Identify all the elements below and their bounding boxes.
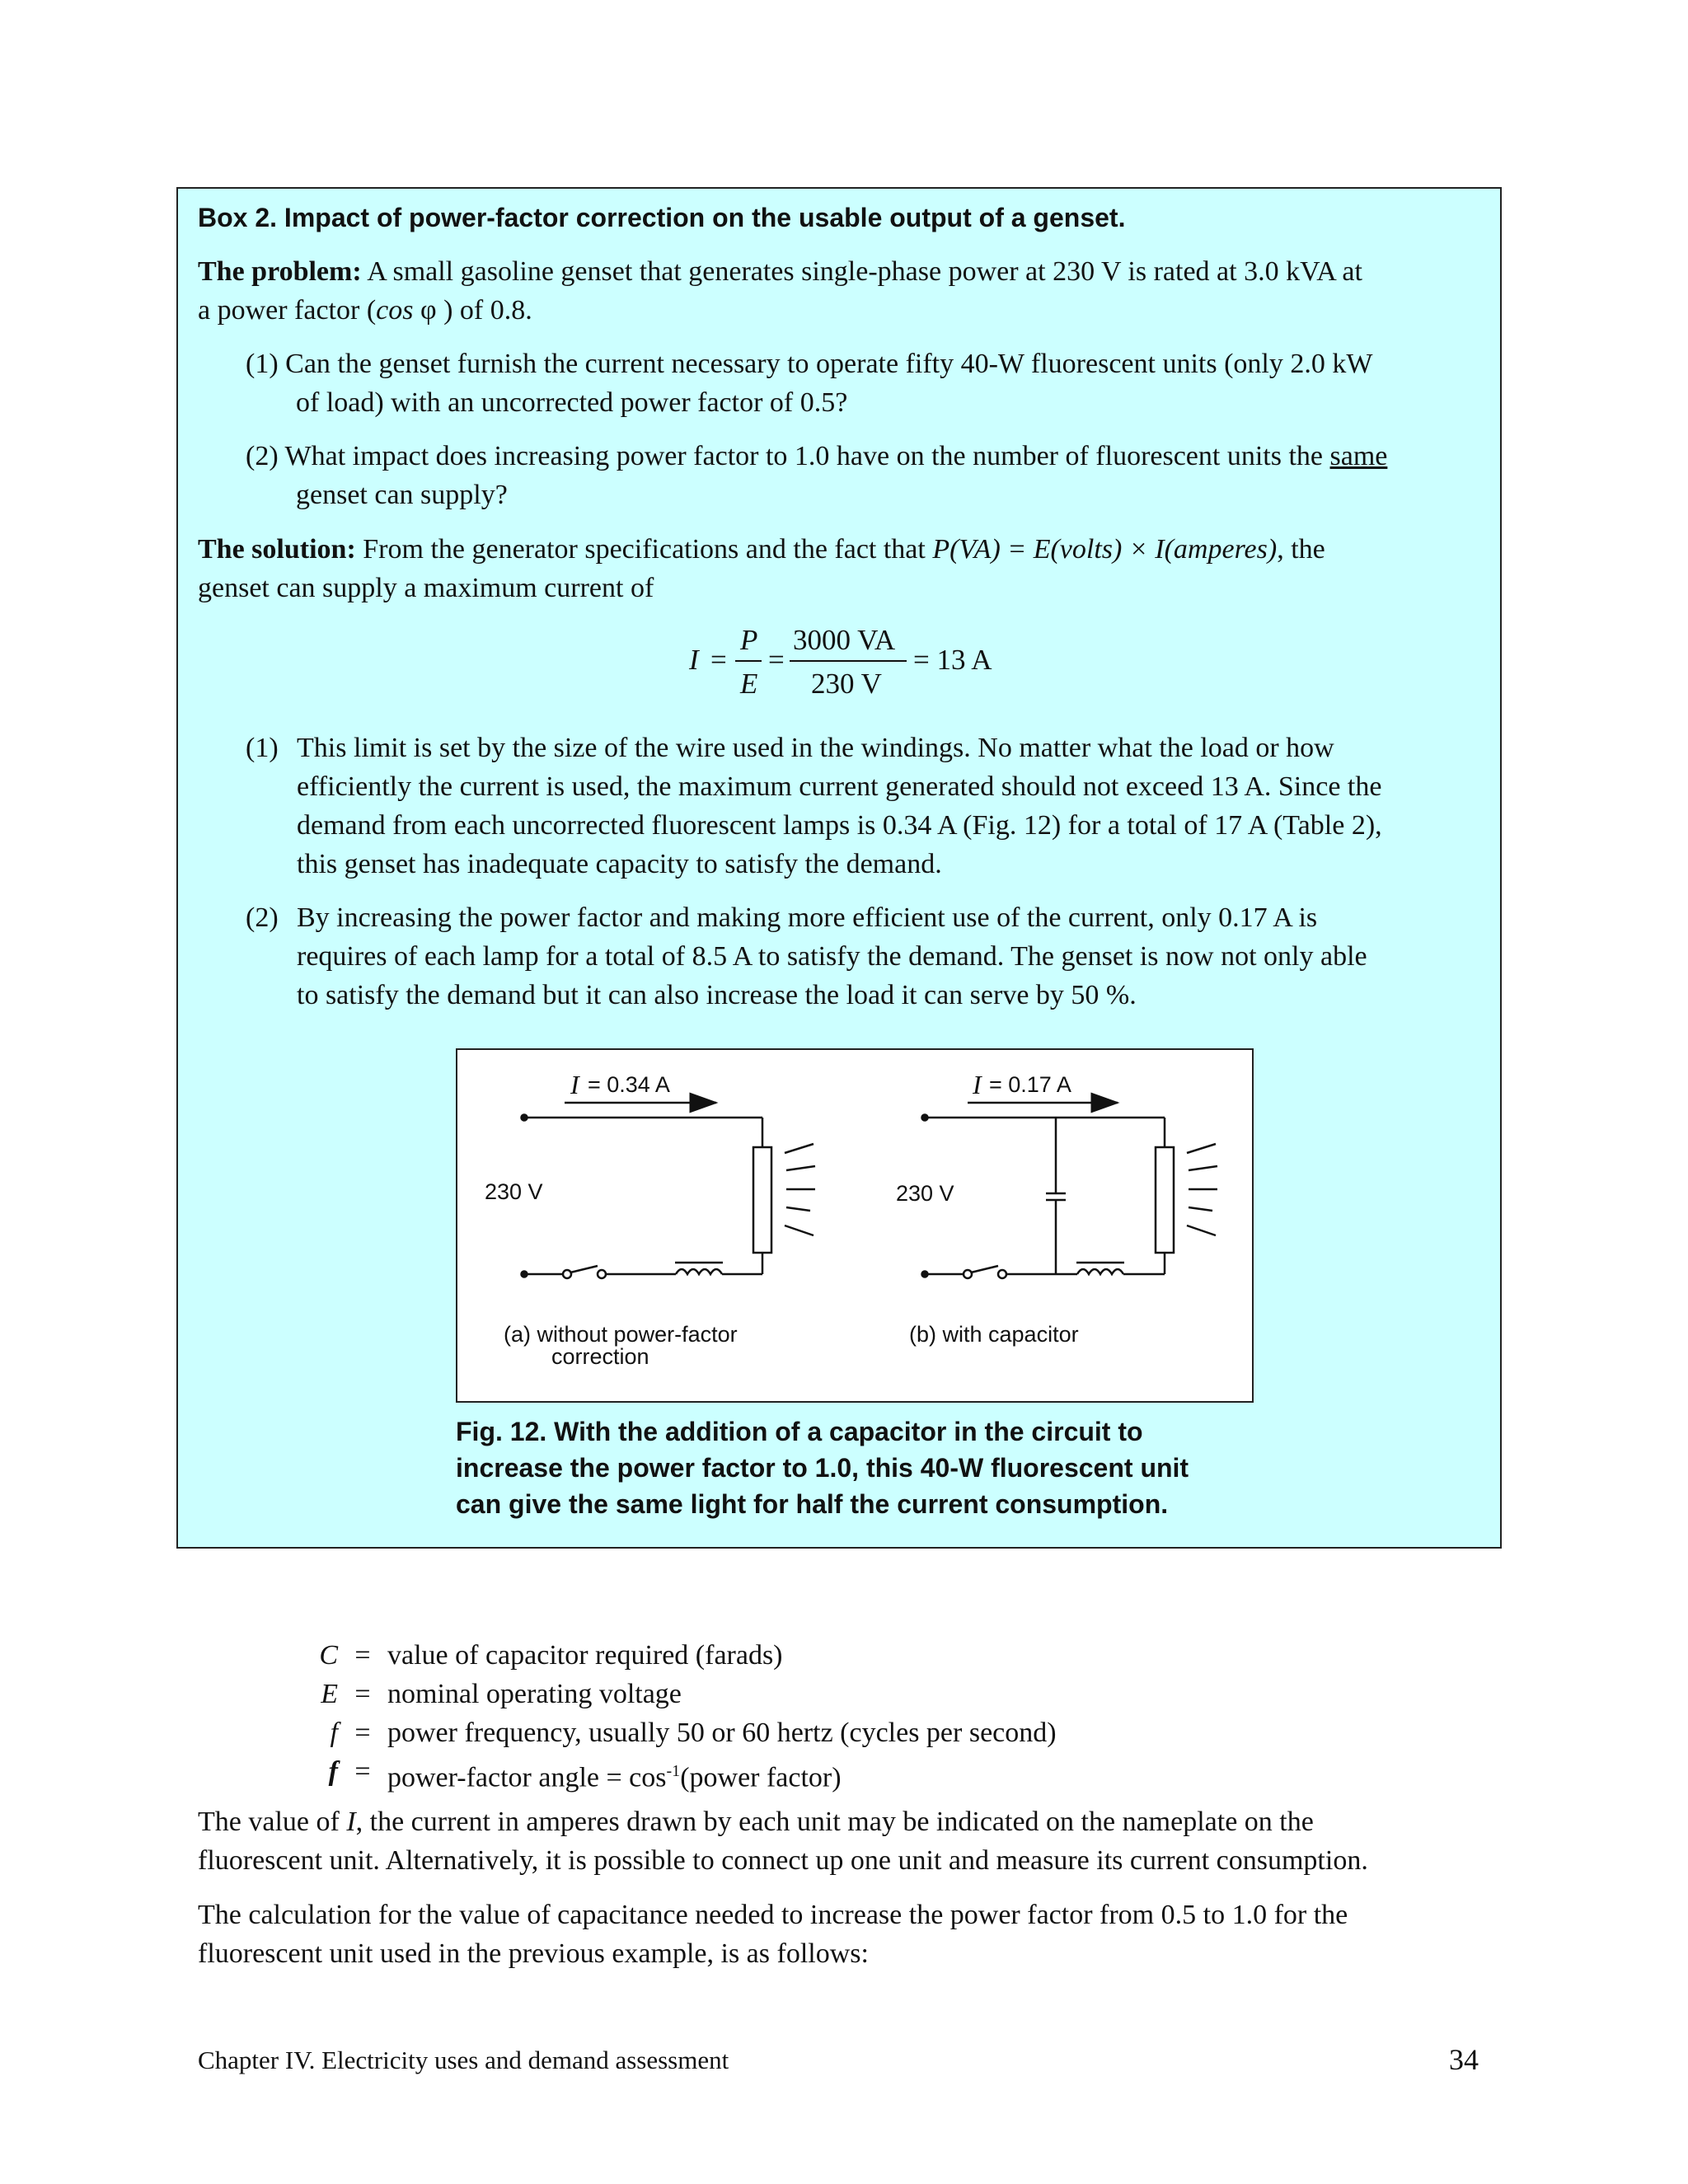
voltage-label-b: 230 V	[896, 1181, 954, 1206]
switch-contact-b	[964, 1270, 972, 1278]
fraction-bar	[790, 660, 907, 662]
circuit-figure	[456, 1048, 1254, 1403]
figure-caption: Fig. 12. With the addition of a capacitor in the circuit to increase the power factor to 1.0, this 40-W fluorescent unit can give the same light for half the current consumption.	[456, 1417, 1189, 1519]
current-symbol-b: I	[973, 1070, 982, 1099]
circuit-a	[522, 1103, 816, 1278]
variable-definitions	[272, 1636, 1057, 1791]
caption-a-line1: (a) without power-factor	[504, 1322, 738, 1347]
fluorescent-tube-a	[753, 1147, 771, 1253]
definition-row: E = nominal operating voltage	[321, 1679, 682, 1709]
question-1: (1) Can the genset furnish the current necessary to operate fifty 40-W fluorescent units (only 2.0 kW of load) with an uncorrected power factor of 0.5?	[246, 349, 1373, 418]
light-ray-b4	[1189, 1207, 1212, 1211]
caption-b: (b) with capacitor	[909, 1322, 1079, 1347]
power-formula: P(VA) = E(volts) × I(amperes)	[932, 534, 1278, 565]
light-ray-b5	[1187, 1226, 1216, 1235]
page-number: 34	[1449, 2043, 1479, 2076]
box-title: Box 2. Impact of power-factor correction on the usable output of a genset.	[198, 203, 1126, 232]
ballast-coil-b	[1077, 1269, 1123, 1274]
switch-lever-b	[971, 1266, 998, 1272]
definition-row: f = power frequency, usually 50 or 60 hertz (cycles per second)	[330, 1718, 1057, 1748]
switch-lever-a	[570, 1266, 598, 1272]
definition-row: f = power-factor angle = $\cos^{-1}(power$ factor)	[328, 1756, 842, 1793]
circuit-b	[922, 1103, 1218, 1278]
current-label-a: = 0.34 A	[588, 1072, 670, 1097]
problem-paragraph: The problem: A small gasoline genset that generates single-phase power at 230 V is rated at 3.0 kVA at a power factor (cos φ ) of 0.8.	[198, 256, 1362, 326]
definition-row: C = value of capacitor required (farads)	[319, 1640, 783, 1671]
fluorescent-tube-b	[1156, 1147, 1174, 1253]
switch-contact-a	[563, 1270, 571, 1278]
light-ray-a1	[785, 1144, 814, 1153]
current-label-b: = 0.17 A	[989, 1072, 1071, 1097]
solution-label: The solution:	[198, 534, 356, 565]
light-ray-a2	[786, 1166, 815, 1170]
voltage-label-a: 230 V	[485, 1179, 543, 1204]
light-ray-b2	[1189, 1166, 1217, 1170]
switch-contact-b2	[998, 1270, 1006, 1278]
problem-label: The problem:	[198, 256, 362, 287]
ballast-coil-a	[676, 1269, 722, 1274]
light-ray-b1	[1187, 1144, 1216, 1153]
caption-a-line2: correction	[551, 1344, 649, 1369]
fraction-bar	[735, 660, 762, 662]
body-paragraph-2: The calculation for the value of capacitance needed to increase the power factor from 0.5 to 1.0 for the fluorescent unit used in the previous example, is as follows:	[198, 1900, 1348, 1969]
light-ray-a5	[785, 1226, 814, 1235]
circuit-diagram	[457, 1050, 1252, 1401]
body-paragraph-1: The value of I, the current in amperes drawn by each unit may be indicated on the nameplate on the fluorescent unit. Alternatively, it is possible to connect up one unit and measure its current consumption.	[198, 1807, 1368, 1876]
light-ray-a4	[786, 1207, 810, 1211]
switch-contact-a2	[598, 1270, 606, 1278]
solution-paragraph: The solution: From the generator specifications and the fact that P(VA) = E(volts) × I(amperes), the genset can supply a maximum current of	[198, 534, 1325, 603]
question-2: (2) What impact does increasing power factor to 1.0 have on the number of fluorescent units the same genset can supply?	[246, 441, 1388, 510]
current-symbol-a: I	[570, 1070, 579, 1099]
footer-chapter: Chapter IV. Electricity uses and demand assessment	[198, 2046, 729, 2074]
